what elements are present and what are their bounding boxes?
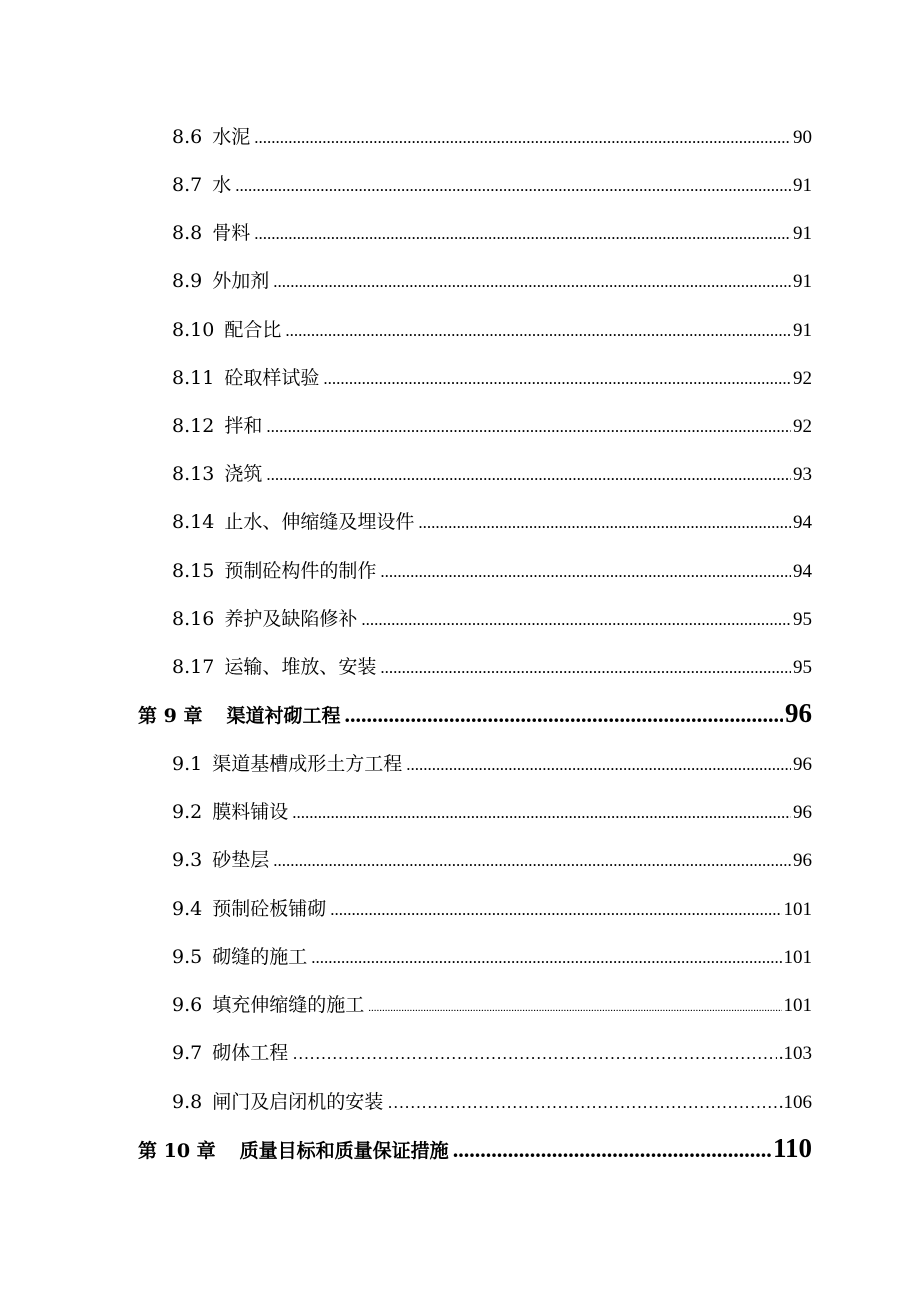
toc-entry-title: 配合比 <box>224 319 282 341</box>
toc-entry-number: 8.6 <box>172 126 203 148</box>
toc-entry-8-9[interactable] <box>172 266 812 292</box>
toc-entry-8-10[interactable] <box>172 315 812 341</box>
toc-entry-page: 96 <box>793 754 812 775</box>
toc-entry-9-1[interactable] <box>172 749 812 775</box>
toc-entry-number: 9.7 <box>172 1042 203 1064</box>
dot-leader <box>330 898 781 920</box>
toc-entry-8-7[interactable] <box>172 170 812 196</box>
dot-leader <box>311 946 781 968</box>
toc-entry-9-3[interactable] <box>172 845 812 871</box>
toc-entry-number: 8.7 <box>172 174 203 196</box>
toc-entry-page: 92 <box>793 368 812 389</box>
toc-entry-number: 9.5 <box>172 946 203 968</box>
toc-entry-title: 外加剂 <box>212 270 270 292</box>
toc-entry-title: 预制砼构件的制作 <box>224 560 377 582</box>
toc-entry-page: .103 <box>778 1043 812 1064</box>
toc-entry-8-17[interactable] <box>172 652 812 678</box>
toc-entry-page: 101 <box>783 995 812 1016</box>
toc-entry-number: 9.6 <box>172 994 203 1016</box>
toc-entry-8-13[interactable] <box>172 459 812 485</box>
dot-leader <box>235 174 791 196</box>
toc-entry-number: 8.8 <box>172 222 203 244</box>
toc-entry-page: 94 <box>793 512 812 533</box>
toc-entry-number: 8.13 <box>172 463 215 485</box>
toc-entry-number: 8.10 <box>172 319 215 341</box>
toc-entry-number: 9.2 <box>172 801 203 823</box>
toc-entry-number: 8.11 <box>172 367 215 389</box>
toc-entry-8-12[interactable] <box>172 411 812 437</box>
toc-entry-title: 填充伸缩缝的施工 <box>212 994 365 1016</box>
toc-entry-title: 膜料铺设 <box>212 801 289 823</box>
dot-leader <box>273 270 791 292</box>
toc-entry-title: 砼取样试验 <box>224 367 320 389</box>
toc-chapter-title: 质量目标和质量保证措施 <box>239 1140 449 1162</box>
toc-entry-title: 砌缝的施工 <box>212 946 308 968</box>
toc-entry-title: 浇筑 <box>224 463 263 485</box>
toc-entry-number: 8.9 <box>172 270 203 292</box>
toc-entry-title: 拌和 <box>224 415 263 437</box>
toc-entry-title: 渠道基槽成形土方工程 <box>212 753 403 775</box>
toc-entry-page: 94 <box>793 561 812 582</box>
toc-entry-page: .106 <box>778 1092 812 1113</box>
dot-leader <box>344 702 783 728</box>
dot-leader <box>361 608 791 630</box>
toc-entry-title: 闸门及启闭机的安装 <box>212 1091 384 1113</box>
toc-entry-title: 运输、堆放、安装 <box>224 656 377 678</box>
toc-entry-9-5[interactable] <box>172 942 812 968</box>
toc-entry-page: 101 <box>783 899 812 920</box>
toc-entry-9-7[interactable] <box>172 1038 812 1064</box>
toc-chapter-9[interactable] <box>138 698 812 728</box>
toc-entry-page: 91 <box>793 271 812 292</box>
toc-chapter-10[interactable] <box>138 1133 812 1163</box>
toc-entry-9-6[interactable] <box>172 990 812 1016</box>
toc-entry-title: 骨料 <box>212 222 251 244</box>
toc-entry-title: 止水、伸缩缝及埋设件 <box>224 511 415 533</box>
toc-entry-9-2[interactable] <box>172 797 812 823</box>
toc-entry-page: 91 <box>793 223 812 244</box>
dot-leader <box>254 126 791 148</box>
dot-leader <box>323 367 791 389</box>
dot-leader <box>380 560 791 582</box>
toc-entry-number: 8.17 <box>172 656 215 678</box>
dot-leader <box>292 1042 777 1064</box>
toc-entry-title: 砌体工程 <box>212 1042 289 1064</box>
toc-entry-number: 9.1 <box>172 753 203 775</box>
toc-entry-title: 砂垫层 <box>212 849 270 871</box>
dot-leader <box>380 656 791 678</box>
dot-leader <box>368 994 781 1016</box>
toc-entry-page: 95 <box>793 609 812 630</box>
toc-entry-9-4[interactable] <box>172 894 812 920</box>
dot-leader <box>273 849 791 871</box>
toc-entry-8-6[interactable] <box>172 122 812 148</box>
toc-entry-title: 水泥 <box>212 126 251 148</box>
toc-entry-page: 96 <box>793 850 812 871</box>
toc-entry-page: 90 <box>793 127 812 148</box>
toc-entry-number: 8.15 <box>172 560 215 582</box>
toc-entry-number: 8.14 <box>172 511 215 533</box>
toc-entry-page: 91 <box>793 175 812 196</box>
dot-leader <box>453 1137 771 1163</box>
toc-entry-page: 93 <box>793 464 812 485</box>
toc-entry-page: 95 <box>793 657 812 678</box>
toc-chapter-page: 96 <box>785 698 812 728</box>
toc-chapter-number: 第 10 章 <box>138 1140 216 1162</box>
toc-entry-number: 9.3 <box>172 849 203 871</box>
toc-entry-page: 101 <box>783 947 812 968</box>
toc-entry-8-11[interactable] <box>172 363 812 389</box>
toc-chapter-title: 渠道衬砌工程 <box>226 705 341 727</box>
toc-chapter-page: 110 <box>772 1133 812 1163</box>
toc-entry-8-8[interactable] <box>172 218 812 244</box>
toc-entry-number: 9.8 <box>172 1091 203 1113</box>
toc-entry-8-16[interactable] <box>172 604 812 630</box>
dot-leader <box>418 511 791 533</box>
toc-entry-page: 96 <box>793 802 812 823</box>
dot-leader <box>254 222 791 244</box>
toc-entry-8-14[interactable] <box>172 507 812 533</box>
toc-entry-8-15[interactable] <box>172 556 812 582</box>
toc-entry-title: 水 <box>212 174 232 196</box>
dot-leader <box>266 415 791 437</box>
toc-entry-number: 8.12 <box>172 415 215 437</box>
toc-entry-9-8[interactable] <box>172 1087 812 1113</box>
dot-leader <box>285 319 791 341</box>
toc-entry-title: 预制砼板铺砌 <box>212 898 327 920</box>
toc-entry-number: 8.16 <box>172 608 215 630</box>
dot-leader <box>406 753 791 775</box>
dot-leader <box>266 463 791 485</box>
toc-entry-title: 养护及缺陷修补 <box>224 608 358 630</box>
dot-leader <box>292 801 791 823</box>
dot-leader <box>387 1091 777 1113</box>
toc-entry-page: 92 <box>793 416 812 437</box>
toc-chapter-number: 第 9 章 <box>138 705 203 727</box>
toc-entry-number: 9.4 <box>172 898 203 920</box>
toc-entry-page: 91 <box>793 320 812 341</box>
